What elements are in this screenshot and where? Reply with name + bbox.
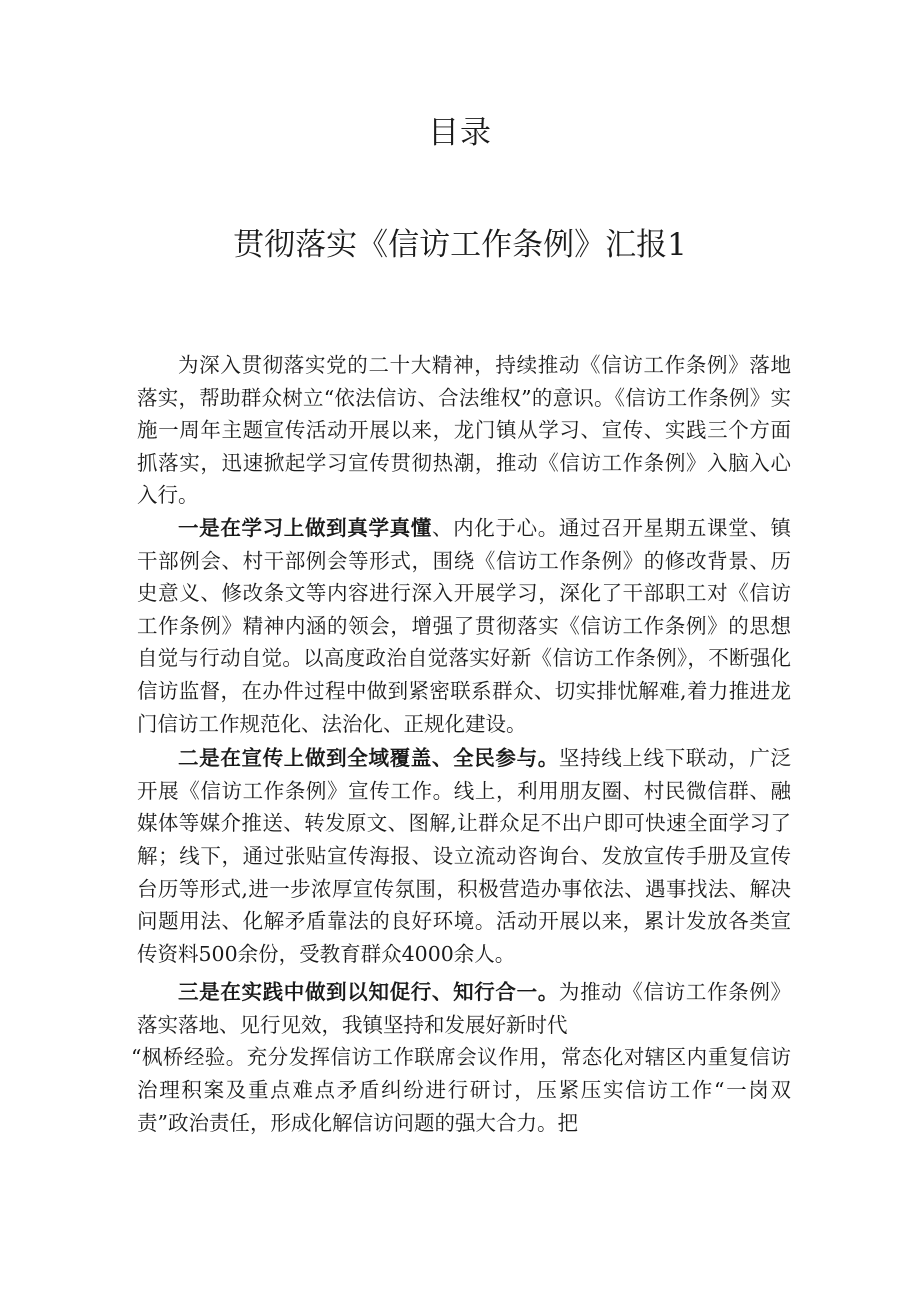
paragraph-text: 为推动《信访工作条例》落实落地、见行见效，我镇坚持和发展好新时代 — [137, 980, 792, 1037]
paragraph-text: 坚持线上线下联动，广泛开展《信访工作条例》宣传工作。线上，利用朋友圈、村民微信群、融媒体等媒介推送、转发原文、图解,让群众足不出户即可快速全面学习了解；线下，通过张贴宣传海报、设立流动咨询台、发放宣传手册及宣传台历等形式,进一步浓厚宣传氛围，积极营造办事依法、遇事找法、解决问题用法、化解矛盾靠法的良好环境。活动开展以来，累计发放各类宣传资料500余份，受教育群众4000余人。 — [137, 746, 792, 966]
paragraph-lead: 一是在学习上做到真学真懂 — [178, 515, 432, 540]
document-body — [131, 349, 792, 1139]
paragraph-text: 为深入贯彻落实党的二十大精神，持续推动《信访工作条例》落地落实，帮助群众树立“依法信访、合法维权”的意识。《信访工作条例》实施一周年主题宣传活动开展以来，龙门镇从学习、宣传、实践三个方面抓落实，迅速掀起学习宣传贯彻热潮，推动《信访工作条例》入脑入心入行。 — [137, 353, 791, 508]
paragraph-lead: 三是在实践中做到以知促行、知行合一。 — [178, 980, 559, 1005]
paragraph-continuation: “枫桥经验。充分发挥信访工作联席会议作用，常态化对辖区内重复信访治理积案及重点难点矛盾纠纷进行研讨，压紧压实信访工作“一岗双责”政治责任，形成化解信访问题的强大合力。把 — [131, 1045, 791, 1135]
document-title: 贯彻落实《信访工作条例》汇报1 — [233, 227, 687, 263]
paragraph-intro — [137, 349, 791, 512]
paragraph-text: 、内化于心。通过召开星期五课堂、镇干部例会、村干部例会等形式，围绕《信访工作条例》的修改背景、历史意义、修改条文等内容进行深入开展学习，深化了干部职工对《信访工作条例》精神内涵的领会，增强了贯彻落实《信访工作条例》的思想自觉与行动自觉。以高度政治自觉落实好新《信访工作条例》，不断强化信访监督，在办件过程中做到紧密联系群众、切实排忧解难,着力推进龙门信访工作规范化、法治化、正规化建设。 — [137, 515, 792, 736]
toc-heading: 目录 — [428, 115, 492, 151]
paragraph-publicity — [137, 742, 791, 970]
paragraph-study — [137, 512, 791, 740]
paragraph-practice — [131, 976, 792, 1139]
paragraph-lead: 二是在宣传上做到全域覆盖、全民参与。 — [178, 746, 559, 771]
